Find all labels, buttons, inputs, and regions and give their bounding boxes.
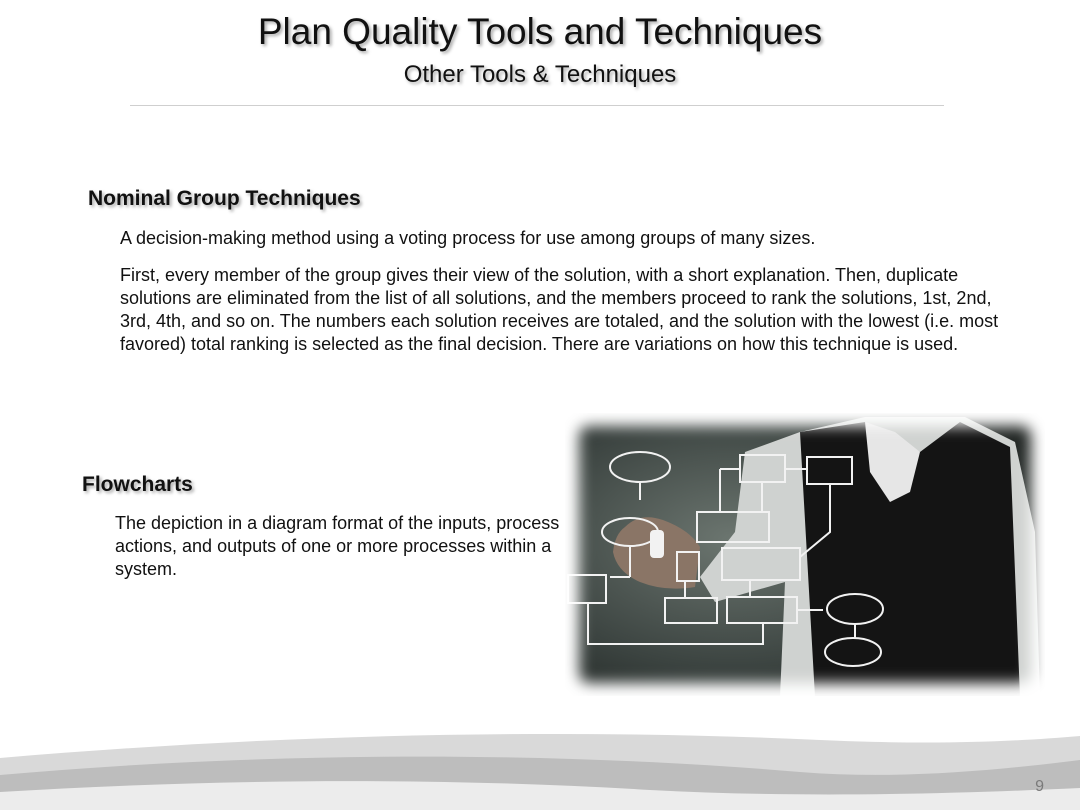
slide-subtitle: Other Tools & Techniques (403, 61, 677, 88)
page-number: 9 (1035, 778, 1044, 795)
flowcharts-description: The depiction in a diagram format of the inputs, process actions, and outputs of one or more processes within a system. (115, 513, 560, 579)
bottom-wave-decoration (0, 720, 1080, 810)
slide-title: Plan Quality Tools and Techniques (257, 11, 823, 52)
title-divider (130, 105, 944, 106)
nominal-group-description: First, every member of the group gives their view of the solution, with a short explanation. Then, duplicate solutions are eliminated from the list of all solutions, and the members proceed to rank the solutions, 1st, 2nd, 3rd, 4th, and so on. The numbers each solution receives are totaled, and the solution with the lowest (i.e. most favored) total ranking is selected as the final decision. There are variations on how this technique is used. (120, 265, 999, 354)
flowcharts-heading: Flowcharts (82, 473, 193, 496)
flowchart-photo (565, 412, 1045, 697)
nominal-group-definition: A decision-making method using a voting process for use among groups of many sizes. (120, 228, 816, 248)
nominal-group-heading: Nominal Group Techniques (88, 187, 361, 210)
